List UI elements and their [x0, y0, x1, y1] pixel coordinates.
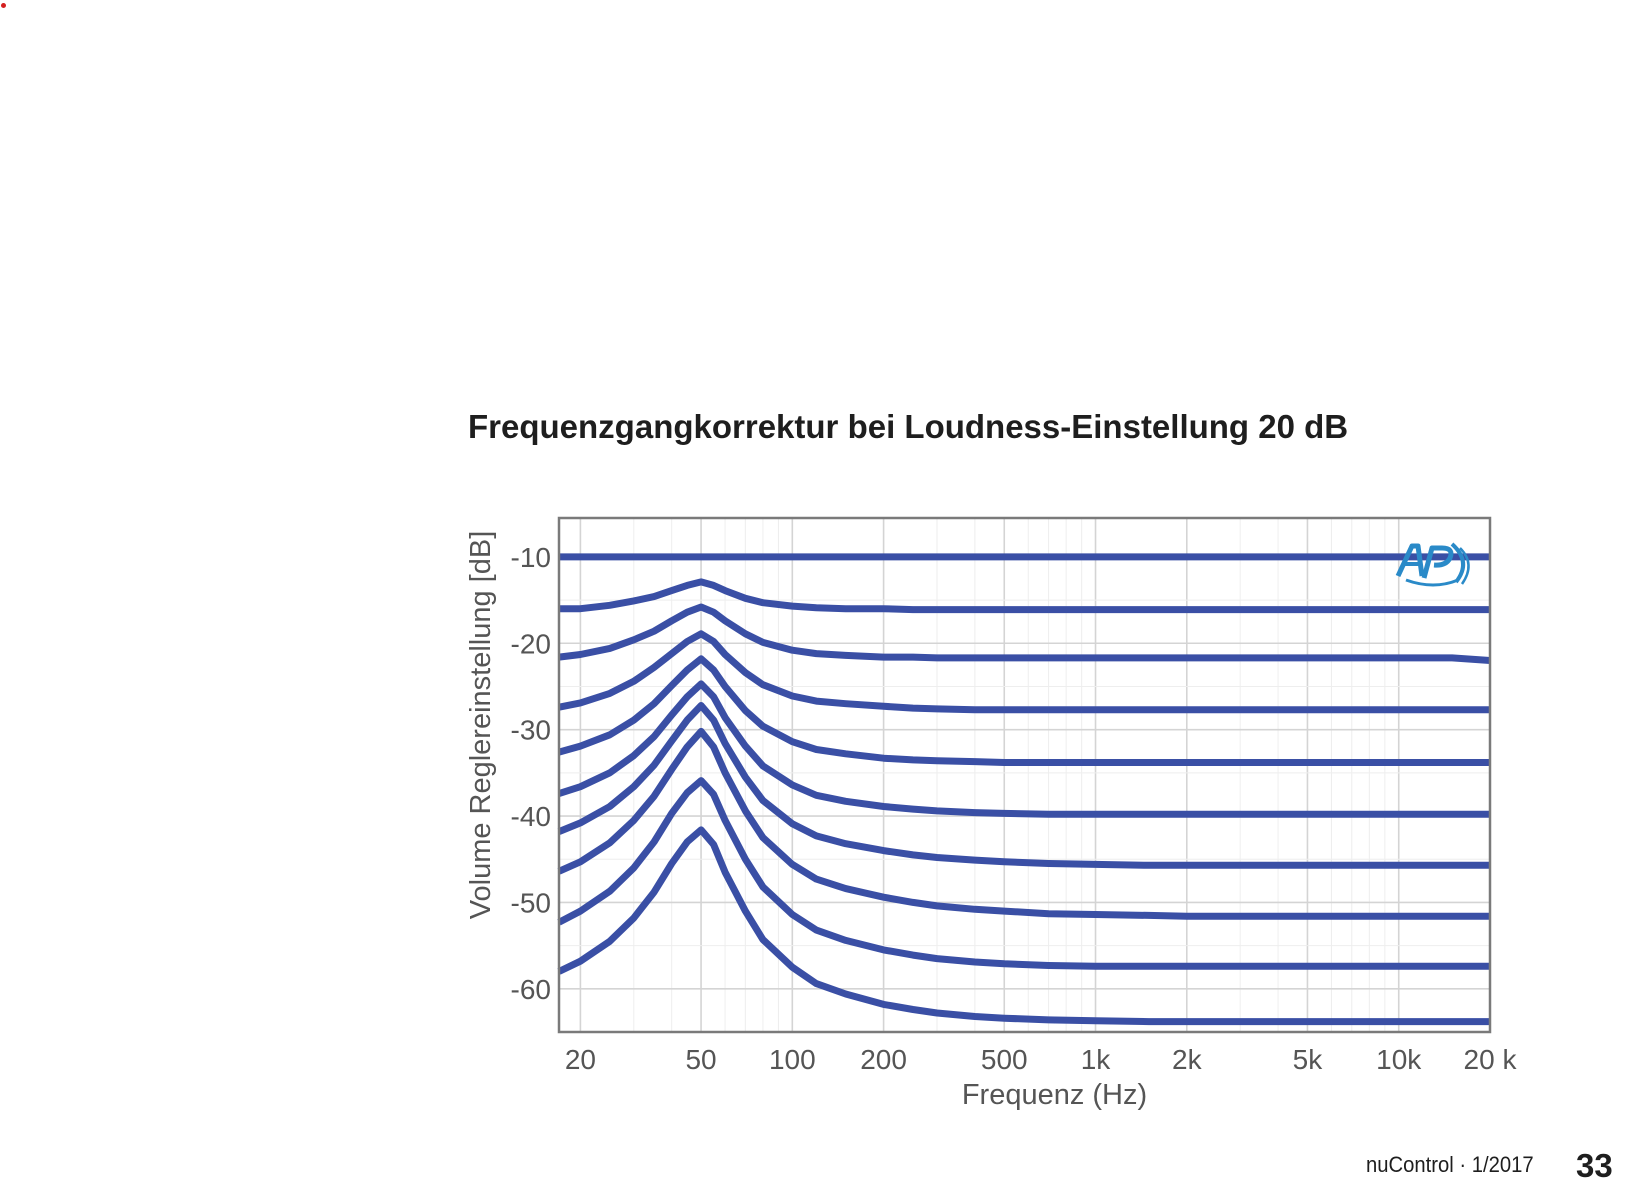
x-tick-label: 200 [860, 1044, 907, 1075]
x-axis-label: Frequenz (Hz) [961, 1079, 1148, 1111]
y-tick-label: -50 [510, 887, 551, 919]
series-line-9 [559, 781, 1490, 967]
audio-precision-logo-icon [1398, 544, 1469, 585]
series-line-10 [559, 830, 1490, 1022]
page-number: 33 [1576, 1147, 1613, 1184]
y-axis-label: Volume Reglereinstellung [dB] [465, 530, 497, 920]
x-tick-label: 20 [564, 1044, 596, 1075]
x-tick-label: 500 [980, 1044, 1028, 1075]
chart-title: Frequenzgangkorrektur bei Loudness-Einstellung 20 dB [468, 408, 1349, 445]
y-tick-label: -60 [510, 973, 551, 1005]
series-lines [559, 557, 1490, 1022]
plot-frame [559, 518, 1490, 1032]
x-tick-label: 20 k [1463, 1044, 1517, 1075]
y-tick-label: -40 [510, 801, 551, 833]
y-tick-label: -20 [510, 628, 551, 660]
y-tick-label: -10 [510, 541, 551, 573]
x-tick-label: 2k [1172, 1044, 1202, 1075]
x-tick-label: 10k [1376, 1044, 1422, 1075]
x-tick-label: 5k [1292, 1044, 1323, 1075]
footer-publication: nuControl · 1/2017 [1366, 1152, 1534, 1177]
series-line-4 [559, 634, 1490, 710]
x-tick-label: 50 [685, 1044, 717, 1075]
tick-labels [511, 542, 1518, 1075]
x-tick-label: 1k [1080, 1044, 1111, 1075]
footer [1366, 1152, 1548, 1178]
x-tick-label: 100 [768, 1044, 816, 1075]
grid [559, 518, 1490, 1032]
audio-precision-logo [1398, 544, 1469, 585]
y-tick-label: -30 [510, 714, 551, 746]
